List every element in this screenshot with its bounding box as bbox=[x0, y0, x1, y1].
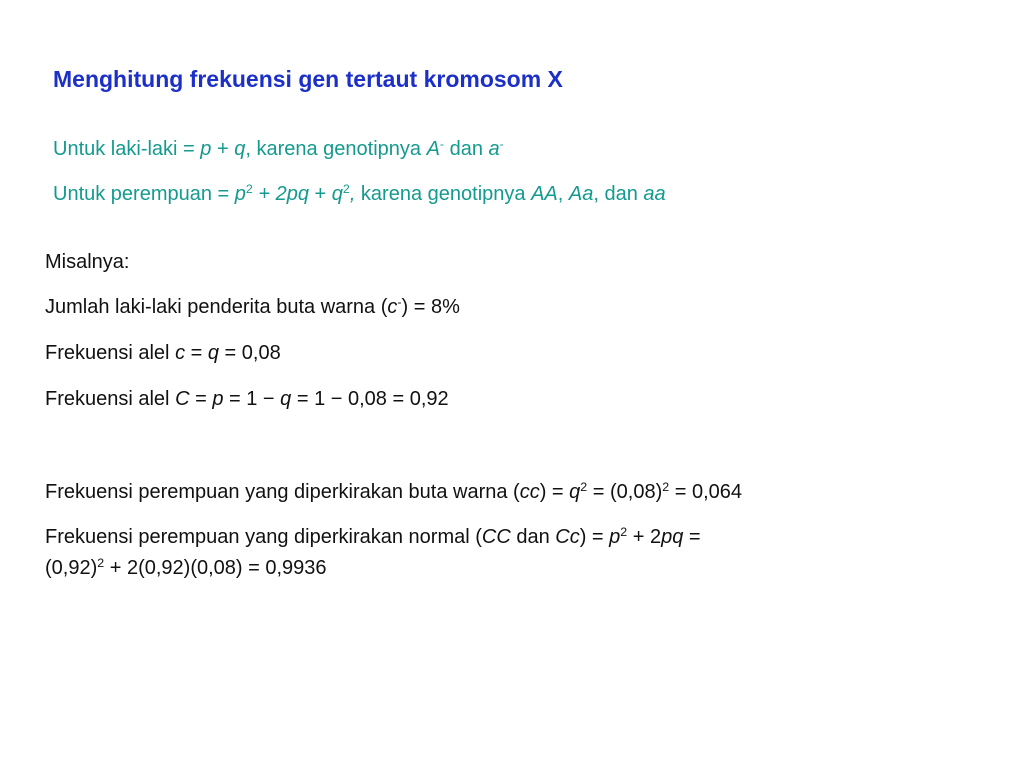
text: = 0,064 bbox=[669, 481, 742, 503]
superscript: 2 bbox=[580, 480, 588, 495]
text: Frekuensi alel bbox=[45, 342, 176, 364]
superscript: - bbox=[499, 137, 504, 152]
var-q: q bbox=[207, 342, 219, 364]
text: Jumlah laki-laki penderita buta warna ( bbox=[45, 296, 388, 318]
genotype-a: a bbox=[488, 138, 500, 160]
text: dan bbox=[510, 526, 556, 548]
var-c: c bbox=[175, 342, 186, 364]
text: , bbox=[557, 183, 569, 205]
text: + bbox=[211, 138, 235, 160]
text: , dan bbox=[593, 183, 644, 205]
text: ) = bbox=[579, 526, 610, 548]
text: ) = 8% bbox=[401, 296, 460, 318]
var-q: q bbox=[234, 138, 246, 160]
var-p: p bbox=[234, 183, 246, 205]
calc-line-3 bbox=[45, 557, 327, 580]
var-p: p bbox=[200, 138, 212, 160]
example-heading: Misalnya: bbox=[45, 251, 130, 273]
female-frequency-line bbox=[53, 183, 666, 206]
text: = (0,08) bbox=[587, 481, 663, 503]
slide-title: Menghitung frekuensi gen tertaut kromosom X bbox=[53, 66, 563, 92]
superscript: 2 bbox=[245, 182, 253, 197]
text: (0,92) bbox=[45, 557, 98, 579]
text: karena genotipnya bbox=[355, 183, 532, 205]
text: Untuk perempuan = bbox=[53, 183, 235, 205]
var-q: q bbox=[331, 183, 343, 205]
calc-line-2 bbox=[45, 526, 701, 549]
var-q: q bbox=[280, 388, 292, 410]
superscript: 2 bbox=[662, 480, 670, 495]
var-c: c bbox=[387, 296, 398, 318]
superscript: - bbox=[439, 137, 445, 152]
text: = 0,08 bbox=[218, 342, 281, 364]
text: + 2(0,92)(0,08) = 0,9936 bbox=[104, 557, 327, 579]
var-C: C bbox=[175, 388, 190, 410]
text: , karena genotipnya bbox=[245, 138, 427, 160]
var-q: q bbox=[569, 481, 581, 503]
superscript: 2 bbox=[620, 525, 628, 540]
text: = bbox=[189, 388, 213, 410]
text: Untuk laki-laki = bbox=[53, 138, 201, 160]
var-p: p bbox=[212, 388, 224, 410]
text: = bbox=[683, 526, 701, 548]
genotype-cc: cc bbox=[519, 481, 540, 503]
text: Frekuensi alel bbox=[45, 388, 176, 410]
genotype-Cc: Cc bbox=[555, 526, 580, 548]
text: Frekuensi perempuan yang diperkirakan buta warna ( bbox=[45, 481, 520, 503]
text: + 2 bbox=[252, 183, 287, 205]
text: + bbox=[308, 183, 332, 205]
superscript: - bbox=[397, 295, 402, 310]
superscript: 2 bbox=[342, 182, 350, 197]
text: Frekuensi perempuan yang diperkirakan normal ( bbox=[45, 526, 482, 548]
genotype-CC: CC bbox=[481, 526, 511, 548]
superscript: 2 bbox=[97, 556, 105, 571]
genotype-aa: aa bbox=[643, 183, 666, 205]
genotype-AA: AA bbox=[531, 183, 558, 205]
text: = 1 − 0,08 = 0,92 bbox=[291, 388, 449, 410]
calc-line-1 bbox=[45, 481, 742, 504]
text: ) = bbox=[539, 481, 570, 503]
example-line-2 bbox=[45, 342, 281, 365]
genotype-A: A bbox=[426, 138, 440, 160]
text: , bbox=[349, 183, 356, 205]
male-frequency-line bbox=[53, 138, 504, 161]
example-line-1 bbox=[45, 296, 460, 319]
var-pq: pq bbox=[286, 183, 309, 205]
genotype-Aa: Aa bbox=[568, 183, 594, 205]
example-line-3 bbox=[45, 388, 449, 411]
text: dan bbox=[444, 138, 489, 160]
text: = bbox=[185, 342, 208, 364]
text: = 1 − bbox=[223, 388, 281, 410]
var-p: p bbox=[609, 526, 621, 548]
var-pq: pq bbox=[661, 526, 684, 548]
text: + 2 bbox=[627, 526, 662, 548]
